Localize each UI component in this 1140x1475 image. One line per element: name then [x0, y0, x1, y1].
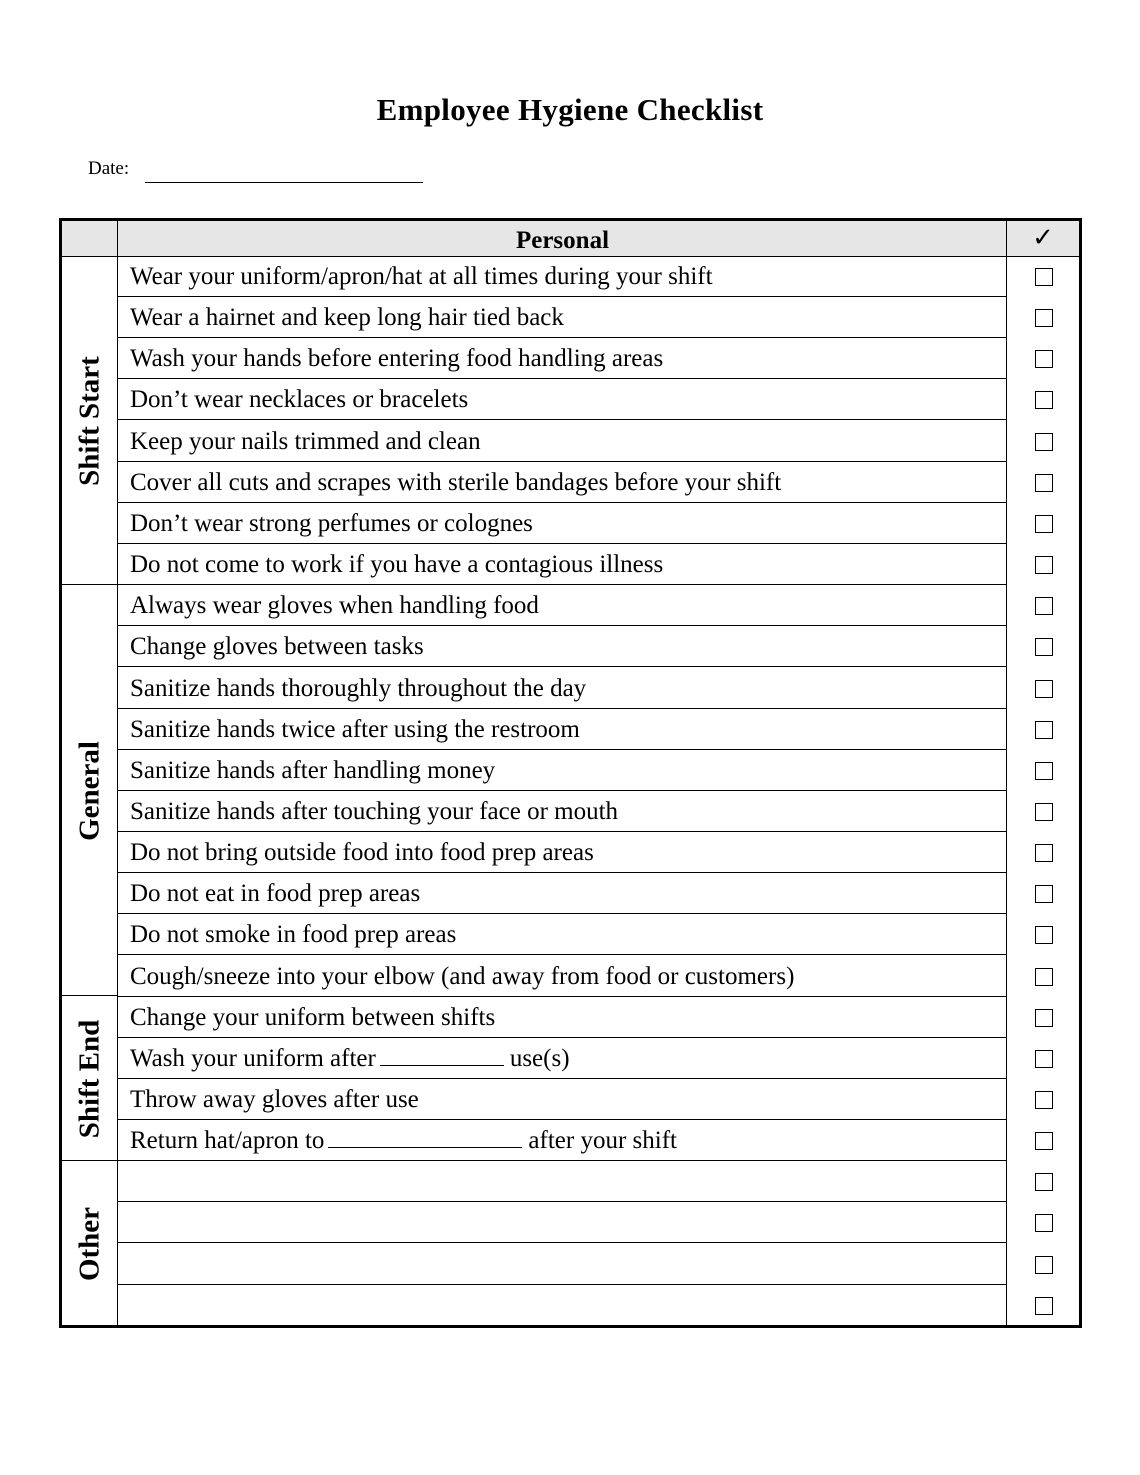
checkbox[interactable]	[1035, 1050, 1053, 1068]
checklist-item-text	[130, 1120, 677, 1160]
checklist-item-text: Keep your nails trimmed and clean	[130, 427, 481, 455]
checklist-row	[118, 956, 1006, 997]
checklist-row	[118, 421, 1006, 462]
checkbox[interactable]	[1035, 1009, 1053, 1027]
checkbox[interactable]	[1035, 762, 1053, 780]
checklist-row	[118, 503, 1006, 544]
checkbox[interactable]	[1035, 433, 1053, 451]
checkbox[interactable]	[1035, 515, 1053, 533]
section-label: Shift End	[73, 1019, 105, 1139]
section-other	[62, 1161, 117, 1326]
checkbox[interactable]	[1035, 1256, 1053, 1274]
checkbox[interactable]	[1035, 721, 1053, 739]
checklist-item-text: Do not eat in food prep areas	[130, 880, 421, 908]
checklist-row	[118, 544, 1006, 585]
checklist-row	[118, 1285, 1006, 1326]
checklist-row	[118, 997, 1006, 1038]
item-text-after-blank: use(s)	[509, 1044, 570, 1072]
fill-in-blank[interactable]	[328, 1125, 522, 1148]
checklist-row	[118, 1038, 1006, 1079]
checkbox[interactable]	[1035, 1132, 1053, 1150]
checkbox[interactable]	[1035, 885, 1053, 903]
checklist-row	[118, 1079, 1006, 1120]
check-column-divider	[1006, 221, 1007, 1325]
page-title: Employee Hygiene Checklist	[376, 92, 764, 127]
section-shift-start	[62, 256, 117, 585]
checklist-item-text: Throw away gloves after use	[130, 1086, 419, 1113]
checklist-row	[118, 462, 1006, 503]
date-input-line[interactable]	[145, 182, 423, 183]
checklist-row	[118, 709, 1006, 750]
checkbox[interactable]	[1035, 1214, 1053, 1232]
checklist-row	[118, 379, 1006, 420]
checklist-item-text: Do not come to work if you have a contagious illness	[130, 551, 664, 579]
checklist-item-text: Wear a hairnet and keep long hair tied back	[130, 304, 564, 332]
checklist-item-text: Do not smoke in food prep areas	[130, 921, 457, 949]
checklist-row	[118, 914, 1006, 955]
checkbox[interactable]	[1035, 844, 1053, 862]
checklist-item-text: Cough/sneeze into your elbow (and away from food or customers)	[130, 962, 795, 990]
checkbox[interactable]	[1035, 268, 1053, 286]
section-label: Other	[73, 1206, 105, 1281]
checklist-row	[118, 585, 1006, 626]
checklist-row	[118, 1202, 1006, 1243]
checklist-item-text: Don’t wear strong perfumes or colognes	[130, 509, 533, 537]
checklist-item-text: Change your uniform between shifts	[130, 1003, 496, 1031]
section-general	[62, 585, 117, 997]
item-text-after-blank: after your shift	[528, 1127, 677, 1155]
section-label: General	[73, 741, 105, 841]
checkbox[interactable]	[1035, 1091, 1053, 1109]
checklist-item-text: Don’t wear necklaces or bracelets	[130, 386, 469, 414]
checklist-row	[118, 1244, 1006, 1285]
checklist-row	[118, 832, 1006, 873]
checklist-row	[118, 1161, 1006, 1202]
checklist-row	[118, 338, 1006, 379]
fill-in-blank[interactable]	[380, 1043, 504, 1066]
checklist-item-text: Always wear gloves when handling food	[130, 592, 539, 620]
item-text-before-blank: Wash your uniform after	[130, 1044, 376, 1072]
checklist-row	[118, 297, 1006, 338]
checkbox[interactable]	[1035, 968, 1053, 986]
checklist-row	[118, 873, 1006, 914]
checkbox[interactable]	[1035, 1297, 1053, 1315]
checklist-row	[118, 668, 1006, 709]
checklist-item-text: Change gloves between tasks	[130, 633, 424, 661]
checklist-item-text: Wash your hands before entering food handling areas	[130, 345, 664, 373]
section-shift-end	[62, 997, 117, 1162]
checklist-item-text: Sanitize hands after touching your face or mouth	[130, 797, 619, 825]
checkbox[interactable]	[1035, 680, 1053, 698]
checklist-item-text: Sanitize hands after handling money	[130, 756, 496, 784]
section-label: Shift Start	[73, 355, 105, 486]
personal-header: Personal	[515, 227, 610, 254]
checklist-row	[118, 256, 1006, 297]
checkbox[interactable]	[1035, 391, 1053, 409]
checklist-item-text: Wear your uniform/apron/hat at all times during your shift	[130, 263, 713, 290]
checklist-item-text: Cover all cuts and scrapes with sterile bandages before your shift	[130, 468, 782, 496]
checklist-item-text: Sanitize hands thoroughly throughout the day	[130, 674, 587, 702]
checkbox[interactable]	[1035, 556, 1053, 574]
checkbox[interactable]	[1035, 803, 1053, 821]
checklist-row	[118, 1120, 1006, 1161]
checklist-item-text: Sanitize hands twice after using the restroom	[130, 715, 580, 743]
checklist-row	[118, 626, 1006, 667]
checklist-item-text: Do not bring outside food into food prep areas	[130, 839, 594, 867]
checklist-row	[118, 791, 1006, 832]
table-header	[62, 221, 1079, 257]
date-label: Date:	[88, 158, 130, 179]
checkbox[interactable]	[1035, 1173, 1053, 1191]
check-column-header-icon: ✓	[1032, 223, 1054, 252]
checklist-item-text	[130, 1038, 570, 1078]
checkbox[interactable]	[1035, 309, 1053, 327]
checkbox[interactable]	[1035, 597, 1053, 615]
checkbox[interactable]	[1035, 474, 1053, 492]
item-text-before-blank: Return hat/apron to	[130, 1127, 325, 1155]
checkbox[interactable]	[1035, 638, 1053, 656]
checklist-table	[59, 218, 1082, 1328]
checkbox[interactable]	[1035, 350, 1053, 368]
checkbox[interactable]	[1035, 926, 1053, 944]
checklist-row	[118, 750, 1006, 791]
